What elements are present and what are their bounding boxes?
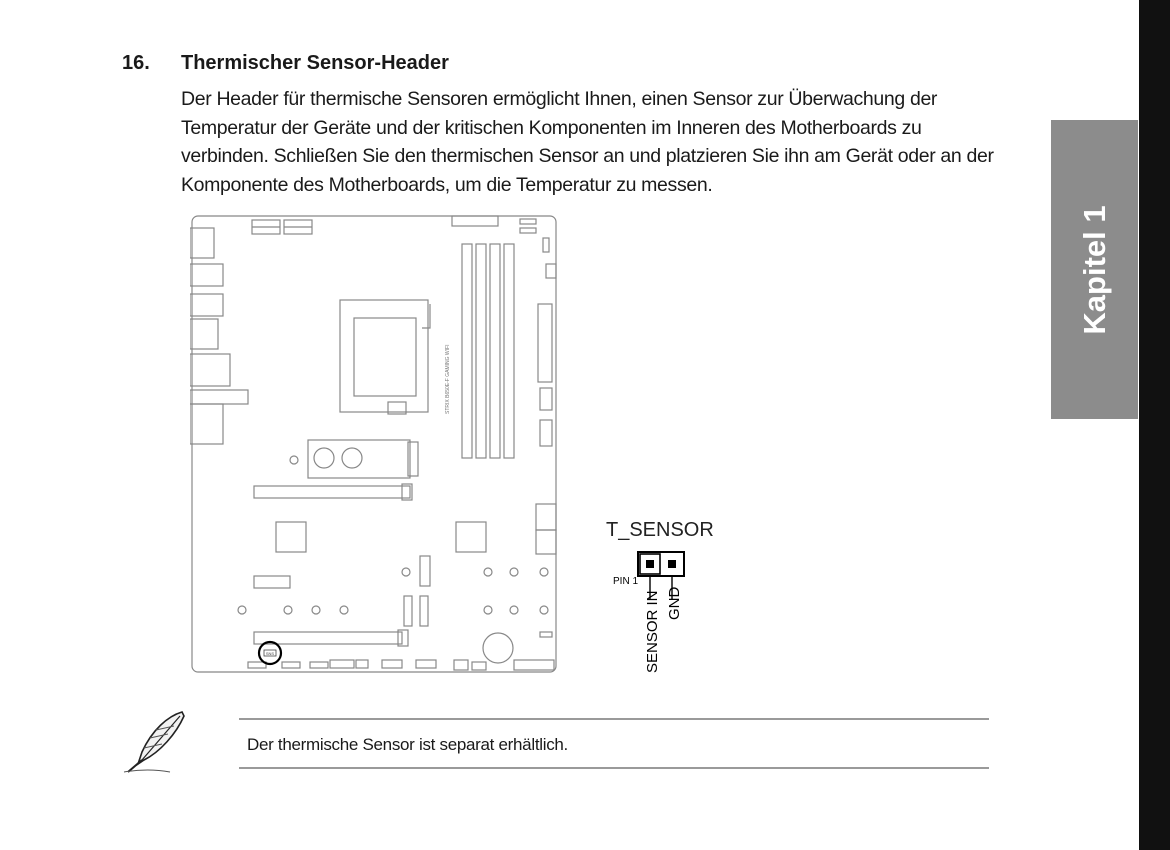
motherboard-diagram	[190, 214, 560, 676]
chapter-tab	[1051, 120, 1138, 419]
section-number: 16.	[122, 52, 150, 74]
top-header	[520, 219, 536, 224]
header-name: T_SENSOR	[606, 519, 714, 541]
m2-connector	[404, 596, 412, 626]
bottom-header	[454, 660, 468, 670]
pin-1	[646, 560, 654, 568]
m2-slot	[308, 440, 410, 478]
pcie-slot	[254, 632, 402, 644]
bottom-header	[282, 662, 300, 668]
bottom-header	[514, 660, 554, 670]
pin-label-gnd: GND	[666, 586, 683, 620]
header-body	[638, 552, 684, 576]
chipset	[456, 522, 486, 552]
atx-power-connector	[538, 304, 552, 382]
m2-connector	[420, 596, 428, 626]
board-marker-text: SNS	[265, 651, 275, 656]
board-outline	[192, 216, 556, 672]
cmos-battery	[483, 633, 513, 663]
section-body: Der Header für thermische Sensoren ermöglicht Ihnen, einen Sensor zur Überwachung der Temperatur der Geräte und der kritischen Komponenten im Inneren des Motherboards zu verbinden. Schließen Sie den thermischen Sensor an und platzieren Sie ihn am Gerät oder an der Komponente des Motherboards, um die Temperatur zu messen.	[181, 88, 994, 196]
bottom-header	[472, 662, 486, 670]
io-port	[190, 319, 218, 349]
io-port	[190, 404, 223, 444]
small-header	[540, 632, 552, 637]
small-slot	[254, 576, 290, 588]
page-edge	[1139, 0, 1170, 850]
socket-lever	[422, 304, 430, 328]
bottom-header	[382, 660, 402, 668]
top-header	[543, 238, 549, 252]
note-rule-bottom	[239, 767, 989, 769]
usb-header	[540, 388, 552, 410]
cpu-socket	[354, 318, 416, 396]
chapter-tab-label: Kapitel 1	[1076, 204, 1112, 335]
side-header	[546, 264, 556, 278]
usb-header	[540, 420, 552, 446]
dimm-slot	[462, 244, 472, 458]
cpu-socket-frame	[340, 300, 428, 412]
bottom-header	[416, 660, 436, 668]
dimm-slot	[476, 244, 486, 458]
bottom-header	[310, 662, 328, 668]
feather-pen-icon	[122, 708, 192, 778]
note-rule-top	[239, 718, 989, 720]
section-title: Thermischer Sensor-Header	[181, 52, 449, 74]
pin-2	[668, 560, 676, 568]
m2-connector	[420, 556, 430, 586]
io-port	[190, 264, 223, 286]
bottom-header	[330, 660, 354, 668]
pin-label-sensor-in: SENSOR IN	[644, 590, 661, 673]
dimm-slot	[504, 244, 514, 458]
top-header	[452, 216, 498, 226]
board-model-text: STRIX B650E-F GAMING WIFI	[445, 344, 451, 414]
pin-1-label: PIN 1	[613, 576, 639, 587]
top-header	[520, 228, 536, 233]
pin-diagram	[606, 548, 726, 678]
io-port	[190, 354, 230, 386]
io-port	[190, 294, 223, 316]
note-text: Der thermische Sensor ist separat erhältlich.	[247, 735, 568, 754]
sata-port	[536, 504, 556, 530]
io-port	[190, 390, 248, 404]
dimm-slot	[490, 244, 500, 458]
io-port	[190, 228, 214, 258]
sata-port	[536, 530, 556, 554]
chipset	[276, 522, 306, 552]
bottom-header	[356, 660, 368, 668]
pcie-slot	[254, 486, 410, 498]
